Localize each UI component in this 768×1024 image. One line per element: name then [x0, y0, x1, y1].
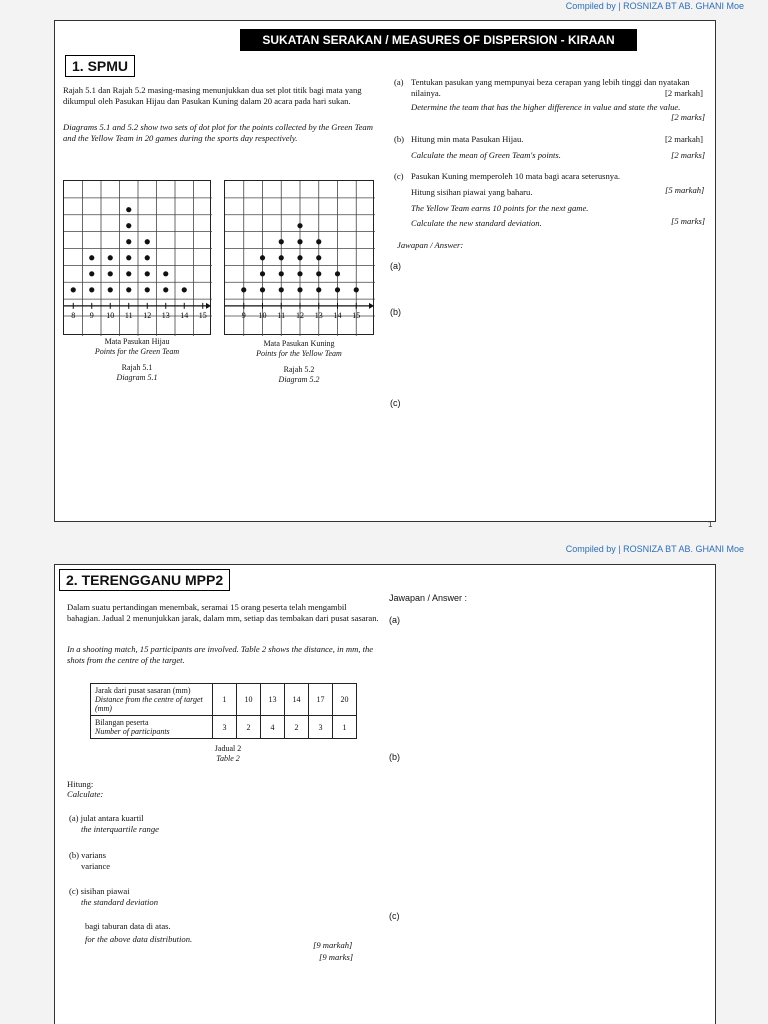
- green-plot-dot: [108, 255, 113, 260]
- table-row2-ms: Bilangan peserta: [95, 718, 149, 727]
- green-plot-tick-label: 15: [198, 310, 207, 320]
- green-plot-dot: [182, 287, 187, 292]
- qa-en: Determine the team that has the higher difference in value and state the value.: [411, 102, 681, 112]
- table-row: [91, 684, 357, 716]
- page-title: SUKATAN SERAKAN / MEASURES OF DISPERSION - KIRAAN: [240, 29, 637, 51]
- qc-ms-1: Pasukan Kuning memperoleh 10 mata bagi acara seterusnya.: [411, 171, 621, 181]
- yellow-plot-dot: [241, 287, 246, 292]
- green-plot-dot: [163, 287, 168, 292]
- yellow-plot-dot: [279, 271, 284, 276]
- yellow-plot-dot: [354, 287, 359, 292]
- intro-ms: Rajah 5.1 dan Rajah 5.2 masing-masing menunjukkan dua set plot titik bagi mata yang dikumpul oleh Pasukan Hijau dan Pasukan Kuning dalam 20 acara pada hari sukan.: [63, 85, 362, 106]
- yellow-plot-dot: [279, 239, 284, 244]
- qb-en-marks: [2 marks]: [671, 150, 706, 160]
- question-label: 1. SPMU: [65, 55, 135, 77]
- table-row1-en: Distance from the centre of target (mm): [95, 695, 203, 713]
- green-plot-dot: [126, 271, 131, 276]
- distance-table: [90, 683, 357, 739]
- green-plot-dot: [126, 207, 131, 212]
- green-plot-dot: [145, 239, 150, 244]
- qa-ms-marks: [2 markah]: [665, 88, 703, 98]
- table-cell: 4: [261, 716, 285, 739]
- green-plot-tick-label: 14: [180, 310, 189, 320]
- table-caption-en: Table 2: [216, 754, 240, 763]
- yellow-plot-dot: [297, 271, 302, 276]
- table-row: [91, 716, 357, 739]
- table-row-header: [91, 684, 213, 716]
- green-plot-dot: [89, 287, 94, 292]
- yellow-plot-dot: [279, 287, 284, 292]
- table-cell: 1: [213, 684, 237, 716]
- answer-c-label-2: (c): [389, 911, 400, 921]
- green-plot-dot: [108, 271, 113, 276]
- yellow-caption-en: Points for the Yellow Team: [256, 349, 342, 358]
- compiled-by-text: Compiled by | ROSNIZA BT AB. GHANI Moe: [565, 1, 744, 11]
- yellow-caption: [224, 339, 374, 385]
- table-cell: 14: [285, 684, 309, 716]
- yellow-plot-dot: [297, 255, 302, 260]
- green-plot-dot: [126, 255, 131, 260]
- table-row2-en: Number of participants: [95, 727, 170, 736]
- yellow-plot-tick-label: 13: [314, 310, 323, 320]
- yellow-plot-tick-label: 15: [352, 310, 361, 320]
- intro-en: Diagrams 5.1 and 5.2 show two sets of dot plot for the points collected by the Green Team and the Yellow Team in 20 games during the sports day respectively.: [63, 122, 373, 143]
- answer-c-label: (c): [390, 398, 401, 408]
- green-plot-dot: [126, 223, 131, 228]
- intro-ms-2: Dalam suatu pertandingan menembak, seramai 15 orang peserta telah mengambil bahagian. Jadual 2 menunjukkan jarak, dalam mm, setiap das tembakan dari pusat sasaran.: [67, 602, 379, 623]
- green-plot-tick-label: 9: [89, 310, 94, 320]
- green-plot-dot: [145, 287, 150, 292]
- yellow-plot-dot: [297, 239, 302, 244]
- yellow-plot-dot: [279, 255, 284, 260]
- yellow-plot-dot: [335, 287, 340, 292]
- yellow-plot-dot: [316, 239, 321, 244]
- marks-ms: [9 markah]: [313, 940, 353, 950]
- yellow-plot-dot: [260, 271, 265, 276]
- part-c-en: the standard deviation: [81, 897, 159, 907]
- qc-ms-marks: [5 markah]: [665, 185, 705, 195]
- green-plot-dot: [145, 255, 150, 260]
- yellow-plot-dot: [316, 287, 321, 292]
- yellow-caption-ms: Mata Pasukan Kuning: [263, 339, 335, 348]
- yellow-plot-dot: [260, 287, 265, 292]
- green-plot-tick-label: 10: [106, 310, 115, 320]
- table-row-header: [91, 716, 213, 739]
- table-caption: [193, 744, 263, 764]
- yellow-plot-dot: [335, 271, 340, 276]
- green-diagram-en: Diagram 5.1: [116, 373, 158, 382]
- green-caption-en: Points for the Green Team: [94, 347, 180, 356]
- part-a-en: the interquartile range: [81, 824, 159, 834]
- compiled-by-text-2: Compiled by | ROSNIZA BT AB. GHANI Moe: [565, 544, 744, 554]
- green-caption: [63, 337, 211, 383]
- distribution-ms: bagi taburan data di atas.: [85, 921, 171, 931]
- yellow-plot-tick-label: 10: [258, 310, 267, 320]
- question-label-2: 2. TERENGGANU MPP2: [59, 569, 230, 591]
- table-cell: 1: [333, 716, 357, 739]
- qa-label: (a): [394, 77, 404, 87]
- qb-en: Calculate the mean of Green Team's points.: [411, 150, 561, 160]
- qc-en-2: Calculate the new standard deviation.: [411, 218, 542, 228]
- marks-en: [9 marks]: [319, 952, 354, 962]
- page-1: [54, 20, 716, 522]
- calc-ms: Hitung:: [67, 779, 94, 789]
- green-plot-dot: [89, 255, 94, 260]
- yellow-dot-plot-svg: [225, 181, 375, 336]
- yellow-plot-dot: [297, 223, 302, 228]
- green-dot-plot: [63, 180, 211, 335]
- table-cell: 3: [213, 716, 237, 739]
- answer-a-label-2: (a): [389, 615, 400, 625]
- green-plot-dot: [126, 287, 131, 292]
- qc-en-marks: [5 marks]: [671, 216, 706, 226]
- qb-label: (b): [394, 134, 405, 144]
- green-plot-dot: [145, 271, 150, 276]
- green-dot-plot-svg: [64, 181, 212, 336]
- table-cell: 20: [333, 684, 357, 716]
- qb-ms: Hitung min mata Pasukan Hijau.: [411, 134, 524, 144]
- yellow-plot-axis-arrow: [369, 303, 374, 309]
- yellow-dot-plot: [224, 180, 374, 335]
- yellow-plot-dot: [316, 271, 321, 276]
- table-cell: 10: [237, 684, 261, 716]
- yellow-plot-dot: [297, 287, 302, 292]
- green-plot-tick-label: 12: [143, 310, 152, 320]
- green-plot-axis-arrow: [206, 303, 211, 309]
- yellow-plot-tick-label: 11: [277, 310, 286, 320]
- answer-heading: Jawapan / Answer:: [397, 240, 464, 250]
- yellow-diagram-en: Diagram 5.2: [278, 375, 320, 384]
- qa-ms: Tentukan pasukan yang mempunyai beza cerapan yang lebih tinggi dan nyatakan nilainya.: [411, 77, 690, 98]
- yellow-plot-dot: [260, 255, 265, 260]
- answer-a-label: (a): [390, 261, 401, 271]
- table-cell: 2: [237, 716, 261, 739]
- green-plot-tick-label: 8: [71, 310, 76, 320]
- green-plot-dot: [89, 271, 94, 276]
- answer-heading-2: Jawapan / Answer :: [389, 593, 468, 603]
- table-cell: 17: [309, 684, 333, 716]
- yellow-plot-tick-label: 14: [333, 310, 342, 320]
- answer-b-label-2: (b): [389, 752, 400, 762]
- green-plot-dot: [126, 239, 131, 244]
- green-plot-dot: [71, 287, 76, 292]
- green-plot-dot: [108, 287, 113, 292]
- green-plot-tick-label: 11: [124, 310, 133, 320]
- green-diagram-ms: Rajah 5.1: [121, 363, 153, 372]
- green-plot-tick-label: 13: [161, 310, 170, 320]
- table-cell: 2: [285, 716, 309, 739]
- intro-en-2: In a shooting match, 15 participants are involved. Table 2 shows the distance, in mm, the shots from the centre of the target.: [67, 644, 374, 665]
- part-a-ms: (a) julat antara kuartil: [69, 813, 144, 823]
- qc-ms-2: Hitung sisihan piawai yang baharu.: [411, 187, 533, 197]
- table-cell: 13: [261, 684, 285, 716]
- distribution-en: for the above data distribution.: [85, 934, 193, 944]
- qb-ms-marks: [2 markah]: [665, 134, 703, 144]
- yellow-plot-tick-label: 12: [296, 310, 304, 320]
- yellow-plot-dot: [316, 255, 321, 260]
- page-2: [54, 564, 716, 1024]
- yellow-diagram-ms: Rajah 5.2: [283, 365, 315, 374]
- green-plot-dot: [163, 271, 168, 276]
- table-caption-ms: Jadual 2: [214, 744, 242, 753]
- part-c-ms: (c) sisihan piawai: [69, 886, 130, 896]
- page-number: 1: [708, 520, 713, 529]
- green-caption-ms: Mata Pasukan Hijau: [104, 337, 170, 346]
- part-b-en: variance: [81, 861, 111, 871]
- qc-label: (c): [394, 171, 404, 181]
- table-row1-ms: Jarak dari pusat sasaran (mm): [95, 686, 191, 695]
- calc-en: Calculate:: [67, 789, 104, 799]
- qa-en-marks: [2 marks]: [671, 112, 706, 122]
- yellow-plot-tick-label: 9: [241, 310, 246, 320]
- qc-en-1: The Yellow Team earns 10 points for the next game.: [411, 203, 589, 213]
- table-cell: 3: [309, 716, 333, 739]
- part-b-ms: (b) varians: [69, 850, 106, 860]
- answer-b-label: (b): [390, 307, 401, 317]
